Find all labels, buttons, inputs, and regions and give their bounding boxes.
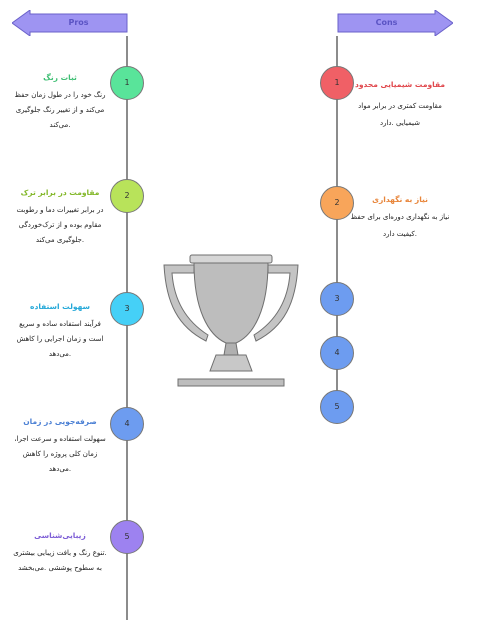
pros-node-5: 5 (110, 520, 144, 554)
pros-node-1: 1 (110, 66, 144, 100)
pros-item-4-title: صرفه‌جویی در زمان (23, 417, 97, 426)
cons-item-2-title: نیاز به نگهداری (372, 195, 428, 204)
cons-node-3: 3 (320, 282, 354, 316)
pros-node-3: 3 (110, 292, 144, 326)
pros-item-2-description: در برابر تغییرات دما و رطوبت مقاوم بوده و از ترک‌خوردگی .جلوگیری می‌کند (16, 206, 104, 244)
pros-item-1-description: رنگ خود را در طول زمان حفظ می‌کند و از تغییر رنگ جلوگیری .می‌کند (14, 91, 106, 129)
pros-item-3 (12, 299, 108, 362)
pros-item-2-title: مقاومت در برابر ترک (20, 188, 100, 197)
cons-item-1-title: مقاومت شیمیایی محدود (355, 80, 445, 89)
cons-item-2-description: نیاز به نگهداری دوره‌ای برای حفظ .کیفیت دارد (350, 213, 450, 238)
cons-item-1-description: مقاومت کمتری در برابر مواد شیمیایی .دارد (358, 102, 442, 127)
pros-item-4 (12, 414, 108, 477)
cons-item-1 (350, 76, 450, 132)
pros-item-1 (12, 70, 108, 133)
pros-item-2 (12, 185, 108, 248)
pros-item-3-description: فرآیند استفاده ساده و سریع است و زمان اجرایی را کاهش .می‌دهد (16, 320, 104, 358)
pros-item-5-title: زیبایی‌شناسی (34, 531, 86, 540)
pros-item-5 (12, 528, 108, 576)
cons-node-1: 1 (320, 66, 354, 100)
cons-item-2 (350, 192, 450, 243)
pros-item-5-description: .تنوع رنگ و بافت زیبایی بیشتری به سطوح پوششی .می‌بخشد (13, 549, 107, 572)
trophy-icon (160, 243, 302, 389)
pros-item-4-description: سهولت استفاده و سرعت اجرا، زمان کلی پروژه را کاهش .می‌دهد (14, 435, 106, 473)
cons-node-5: 5 (320, 390, 354, 424)
pros-item-3-title: سهولت استفاده (30, 302, 90, 311)
pros-node-4: 4 (110, 407, 144, 441)
pros-banner-label: Pros (68, 18, 89, 27)
cons-banner (337, 10, 453, 36)
cons-node-4: 4 (320, 336, 354, 370)
cons-banner-label: Cons (375, 18, 398, 27)
cons-node-2: 2 (320, 186, 354, 220)
pros-node-2: 2 (110, 179, 144, 213)
pros-banner (12, 10, 128, 36)
pros-item-1-title: ثبات رنگ (43, 73, 77, 82)
